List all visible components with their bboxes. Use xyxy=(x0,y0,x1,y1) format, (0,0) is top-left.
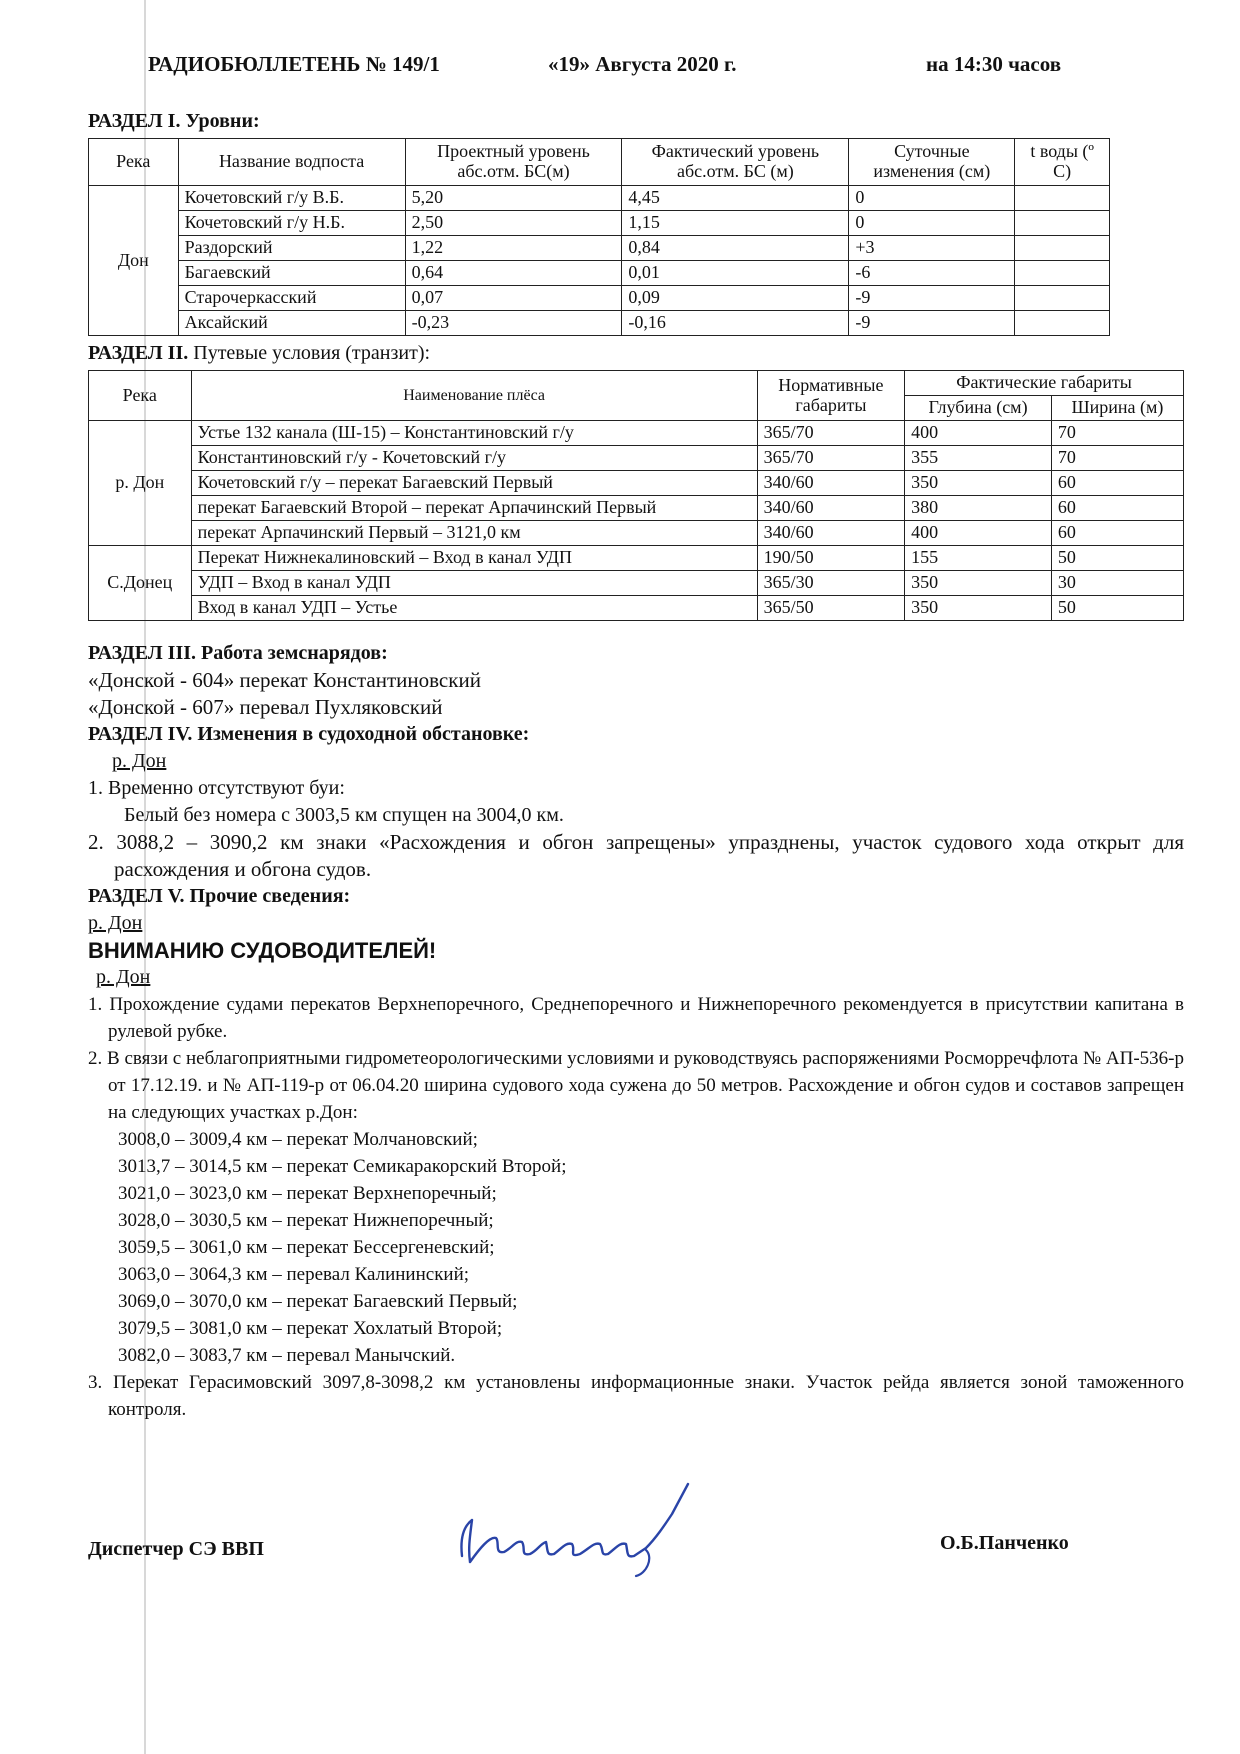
section4-item1: 1. Временно отсутствуют буи: xyxy=(88,777,345,799)
restricted-section: 3082,0 – 3083,7 км – перевал Манычский. xyxy=(118,1345,456,1366)
table-row xyxy=(89,311,1110,336)
post-name: Аксайский xyxy=(178,311,405,336)
reach-name: Константиновский г/у - Кочетовский г/у xyxy=(191,446,757,471)
transit-col-actual: Фактические габариты xyxy=(905,371,1184,396)
section4-item1-sub: Белый без номера с 3003,5 км спущен на 3004,0 км. xyxy=(124,804,564,826)
reach-name: перекат Багаевский Второй – перекат Арпачинский Первый xyxy=(191,496,757,521)
table-row xyxy=(89,186,1110,211)
attention-item2: 2. В связи с неблагоприятными гидрометеорологическими условиями и руководствуясь распоряжениями Росморречфлота № АП-536-р от 17.12.19. и № АП-119-р от 06.04.20 ширина судового хода сужена до 50 метров. Расхождение и обгон судов и составов запрещен на следующих участках р.Дон: xyxy=(88,1048,1184,1123)
actual-width: 50 xyxy=(1051,596,1183,621)
section4-river: р. Дон xyxy=(112,750,167,772)
norm-dims: 340/60 xyxy=(757,521,904,546)
table-row xyxy=(89,446,1184,471)
attention-item3: 3. Перекат Герасимовский 3097,8-3098,2 км установлены информационные знаки. Участок рейда является зоной таможенного контроля. xyxy=(88,1372,1184,1420)
handwritten-signature xyxy=(450,1478,730,1593)
norm-dims: 365/70 xyxy=(757,421,904,446)
bulletin-time: на 14:30 часов xyxy=(926,52,1062,76)
actual-level: 0,01 xyxy=(622,261,849,286)
transit-col-width: Ширина (м) xyxy=(1051,396,1183,421)
transit-col-norm: Нормативные габариты xyxy=(757,371,904,421)
levels-table xyxy=(88,138,1110,336)
water-temp xyxy=(1015,211,1110,236)
daily-change: 0 xyxy=(849,186,1015,211)
actual-level: 1,15 xyxy=(622,211,849,236)
table-row xyxy=(89,261,1110,286)
levels-col-design: Проектный уровень абс.отм. БС(м) xyxy=(405,139,622,186)
table-row xyxy=(89,596,1184,621)
body-text xyxy=(88,640,1184,1423)
norm-dims: 190/50 xyxy=(757,546,904,571)
restricted-section: 3008,0 – 3009,4 км – перекат Молчановский; xyxy=(118,1129,478,1150)
norm-dims: 365/30 xyxy=(757,571,904,596)
water-temp xyxy=(1015,311,1110,336)
restricted-section: 3021,0 – 3023,0 км – перекат Верхнепоречный; xyxy=(118,1183,497,1204)
section1-title: РАЗДЕЛ I. Уровни: xyxy=(88,110,260,132)
bulletin-header xyxy=(148,52,1098,84)
restricted-section: 3069,0 – 3070,0 км – перекат Багаевский Первый; xyxy=(118,1291,518,1312)
dispatcher-position: Диспетчер СЭ ВВП xyxy=(88,1538,264,1560)
levels-col-change: Суточные изменения (см) xyxy=(849,139,1015,186)
section4-item2: 2. 3088,2 – 3090,2 км знаки «Расхождения и обгон запрещены» упразднены, участок судового хода открыт для расхождения и обгона судов. xyxy=(88,830,1184,881)
section5-title: РАЗДЕЛ V. Прочие сведения: xyxy=(88,885,351,907)
norm-dims: 340/60 xyxy=(757,471,904,496)
attention-title: ВНИМАНИЮ СУДОВОДИТЕЛЕЙ! xyxy=(88,938,437,963)
table-row xyxy=(89,236,1110,261)
actual-width: 70 xyxy=(1051,446,1183,471)
levels-col-river: Река xyxy=(89,139,179,186)
post-name: Кочетовский г/у Н.Б. xyxy=(178,211,405,236)
transit-table xyxy=(88,370,1184,621)
actual-level: -0,16 xyxy=(622,311,849,336)
table-row xyxy=(89,286,1110,311)
table-row xyxy=(89,571,1184,596)
section5-river: р. Дон xyxy=(88,912,143,934)
water-temp xyxy=(1015,261,1110,286)
post-name: Багаевский xyxy=(178,261,405,286)
actual-width: 60 xyxy=(1051,521,1183,546)
daily-change: +3 xyxy=(849,236,1015,261)
levels-header-row xyxy=(89,139,1110,186)
actual-depth: 155 xyxy=(905,546,1052,571)
post-name: Кочетовский г/у В.Б. xyxy=(178,186,405,211)
reach-name: перекат Арпачинский Первый – 3121,0 км xyxy=(191,521,757,546)
design-level: 0,64 xyxy=(405,261,622,286)
dispatcher-name: О.Б.Панченко xyxy=(940,1532,1069,1554)
reach-name: УДП – Вход в канал УДП xyxy=(191,571,757,596)
section2-title: РАЗДЕЛ II. Путевые условия (транзит): xyxy=(88,342,431,364)
actual-depth: 355 xyxy=(905,446,1052,471)
actual-depth: 350 xyxy=(905,596,1052,621)
table-row xyxy=(89,546,1184,571)
design-level: -0,23 xyxy=(405,311,622,336)
norm-dims: 365/50 xyxy=(757,596,904,621)
actual-depth: 400 xyxy=(905,521,1052,546)
daily-change: -6 xyxy=(849,261,1015,286)
post-name: Раздорский xyxy=(178,236,405,261)
design-level: 5,20 xyxy=(405,186,622,211)
transit-header-row xyxy=(89,371,1184,396)
water-temp xyxy=(1015,186,1110,211)
table-row xyxy=(89,471,1184,496)
restricted-section: 3063,0 – 3064,3 км – перевал Калининский; xyxy=(118,1264,470,1285)
section4-title: РАЗДЕЛ IV. Изменения в судоходной обстановке: xyxy=(88,723,530,745)
bulletin-date: «19» Августа 2020 г. xyxy=(548,52,737,76)
design-level: 1,22 xyxy=(405,236,622,261)
actual-depth: 350 xyxy=(905,571,1052,596)
reach-name: Перекат Нижнекалиновский – Вход в канал УДП xyxy=(191,546,757,571)
actual-depth: 400 xyxy=(905,421,1052,446)
transit-river-cell: С.Донец xyxy=(89,546,192,621)
transit-river-cell: р. Дон xyxy=(89,421,192,546)
reach-name: Вход в канал УДП – Устье xyxy=(191,596,757,621)
actual-level: 0,84 xyxy=(622,236,849,261)
table-row xyxy=(89,211,1110,236)
norm-dims: 340/60 xyxy=(757,496,904,521)
actual-width: 50 xyxy=(1051,546,1183,571)
restricted-section: 3079,5 – 3081,0 км – перекат Хохлатый Второй; xyxy=(118,1318,503,1339)
restricted-section: 3028,0 – 3030,5 км – перекат Нижнепоречный; xyxy=(118,1210,494,1231)
daily-change: 0 xyxy=(849,211,1015,236)
post-name: Старочеркасский xyxy=(178,286,405,311)
table-row xyxy=(89,496,1184,521)
levels-col-temp: t воды (º С) xyxy=(1015,139,1110,186)
dredger-line: «Донской - 604» перекат Константиновский xyxy=(88,668,481,692)
design-level: 2,50 xyxy=(405,211,622,236)
water-temp xyxy=(1015,286,1110,311)
actual-width: 30 xyxy=(1051,571,1183,596)
norm-dims: 365/70 xyxy=(757,446,904,471)
restricted-section: 3059,5 – 3061,0 км – перекат Бессергеневский; xyxy=(118,1237,495,1258)
design-level: 0,07 xyxy=(405,286,622,311)
transit-col-depth: Глубина (см) xyxy=(905,396,1052,421)
actual-level: 4,45 xyxy=(622,186,849,211)
table-row xyxy=(89,421,1184,446)
attention-river: р. Дон xyxy=(96,966,151,988)
levels-col-actual: Фактический уровень абс.отм. БС (м) xyxy=(622,139,849,186)
actual-width: 60 xyxy=(1051,496,1183,521)
actual-depth: 350 xyxy=(905,471,1052,496)
restricted-section: 3013,7 – 3014,5 км – перекат Семикаракорский Второй; xyxy=(118,1156,567,1177)
attention-item1: 1. Прохождение судами перекатов Верхнепоречного, Среднепоречного и Нижнепоречного рекомендуется в присутствии капитана в рулевой рубке. xyxy=(88,994,1184,1042)
table-row xyxy=(89,521,1184,546)
actual-level: 0,09 xyxy=(622,286,849,311)
daily-change: -9 xyxy=(849,311,1015,336)
levels-river-cell: Дон xyxy=(89,186,179,336)
transit-col-reach: Наименование плёса xyxy=(191,371,757,421)
reach-name: Кочетовский г/у – перекат Багаевский Первый xyxy=(191,471,757,496)
actual-width: 60 xyxy=(1051,471,1183,496)
daily-change: -9 xyxy=(849,286,1015,311)
reach-name: Устье 132 канала (Ш-15) – Константиновский г/у xyxy=(191,421,757,446)
actual-depth: 380 xyxy=(905,496,1052,521)
bulletin-number: РАДИОБЮЛЛЕТЕНЬ № 149/1 xyxy=(148,52,440,76)
water-temp xyxy=(1015,236,1110,261)
section3-title: РАЗДЕЛ III. Работа земснарядов: xyxy=(88,642,388,664)
actual-width: 70 xyxy=(1051,421,1183,446)
levels-col-post: Название водпоста xyxy=(178,139,405,186)
dredger-line: «Донской - 607» перевал Пухляковский xyxy=(88,695,443,719)
transit-col-river: Река xyxy=(89,371,192,421)
